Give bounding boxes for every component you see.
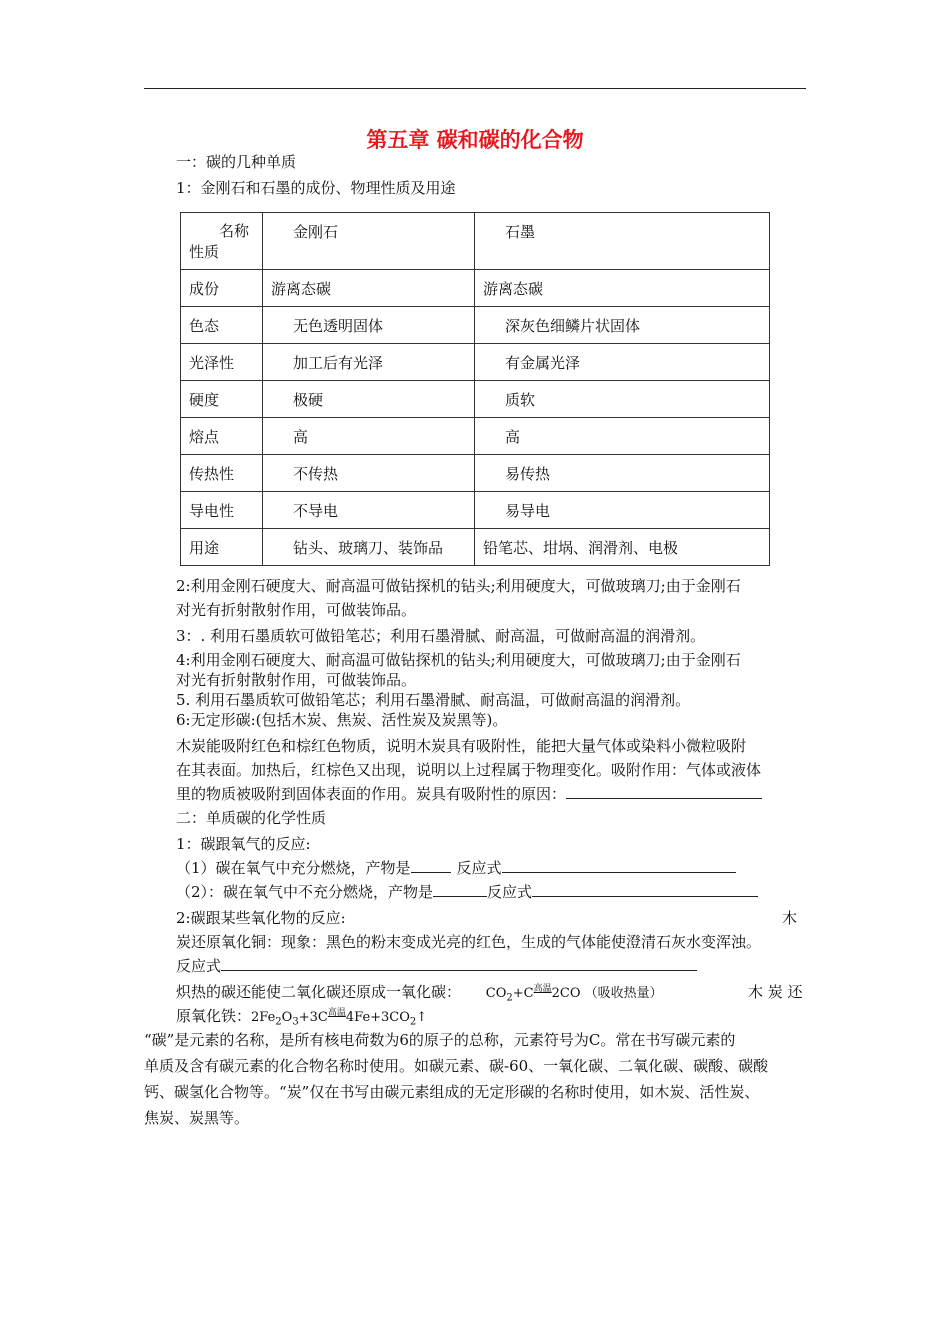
answer-blank — [502, 858, 736, 873]
note-line-1: “碳”是元素的名称，是所有核电荷数为6的原子的总称，元素符号为C。常在书写碳元素的 — [144, 1031, 736, 1049]
table-row — [181, 529, 770, 566]
table-row — [181, 381, 770, 418]
table-row — [181, 270, 770, 307]
copper-oxide-observation: 炭还原氧化铜：现象：黑色的粉末变成光亮的红色，生成的气体能使澄清石灰水变浑浊。 — [176, 933, 762, 951]
paragraph-5: 5. 利用石墨质软可做铅笔芯；利用石墨滑腻、耐高温，可做耐高温的润滑剂。 — [176, 691, 691, 709]
table-row — [181, 492, 770, 529]
diamond-cell: 高 — [263, 418, 475, 455]
question-2-text: （2）：碳在氧气中不充分燃烧，产物是 — [176, 883, 434, 901]
formula-part: CO — [485, 986, 507, 1001]
header-graphite: 石墨 — [475, 213, 770, 270]
fe2o3-equation — [251, 1008, 428, 1028]
condition-high-temp: 高温 — [533, 984, 552, 994]
diamond-cell: 不传热 — [263, 455, 475, 492]
paragraph-7-text: 里的物质被吸附到固体表面的作用。炭具有吸附性的原因： — [176, 785, 567, 803]
question-2-label: 反应式 — [487, 883, 533, 901]
answer-blank — [411, 858, 451, 873]
paragraph-2-line-2: 对光有折射散射作用，可做装饰品。 — [176, 601, 417, 619]
subsection-2-2-tail: 木 — [782, 909, 798, 927]
graphite-cell: 有金属光泽 — [475, 344, 770, 381]
formula-part: O — [281, 1010, 293, 1025]
diamond-cell: 极硬 — [263, 381, 475, 418]
answer-blank — [532, 882, 758, 897]
table-row — [181, 418, 770, 455]
subscript: 2 — [506, 992, 513, 1004]
subsection-1: 1：金刚石和石墨的成份、物理性质及用途 — [176, 179, 456, 197]
graphite-cell: 易导电 — [475, 492, 770, 529]
paragraph-4-line-1: 4:利用金刚石硬度大、耐高温可做钻探机的钻头;利用硬度大，可做玻璃刀;由于金刚石 — [176, 651, 741, 669]
question-1-text: （1）碳在氧气中充分燃烧，产物是 — [176, 859, 411, 877]
header-prop-label: 性质 — [189, 243, 220, 261]
subscript: 2 — [275, 1016, 282, 1028]
iron-oxide-line — [176, 1006, 427, 1033]
paragraph-4-line-2: 对光有折射散射作用，可做装饰品。 — [176, 671, 417, 689]
paragraph-2-line-1: 2:利用金刚石硬度大、耐高温可做钻探机的钻头;利用硬度大，可做玻璃刀;由于金刚石 — [176, 577, 741, 595]
answer-blank — [433, 882, 487, 897]
row-label: 用途 — [181, 529, 263, 566]
graphite-cell: 质软 — [475, 381, 770, 418]
table-row — [181, 307, 770, 344]
iron-oxide-text: 原氧化铁： — [176, 1007, 252, 1025]
row-label: 色态 — [181, 307, 263, 344]
diamond-cell: 加工后有光泽 — [263, 344, 475, 381]
graphite-cell: 易传热 — [475, 455, 770, 492]
row-label: 硬度 — [181, 381, 263, 418]
table-row — [181, 344, 770, 381]
question-2 — [176, 882, 758, 902]
row-label: 熔点 — [181, 418, 263, 455]
co2-equation — [485, 984, 663, 1004]
question-1 — [176, 858, 736, 878]
condition-high-temp: 高温 — [327, 1008, 346, 1018]
paragraph-6: 6:无定形碳:(包括木炭、焦炭、活性炭及炭黑等)。 — [176, 711, 508, 729]
formula-part: 4Fe+3CO — [345, 1010, 410, 1025]
graphite-cell: 高 — [475, 418, 770, 455]
answer-blank — [566, 784, 762, 799]
note-line-2: 单质及含有碳元素的化合物名称时使用。如碳元素、碳-60、一氧化碳、二氧化碳、碳酸、碳酸 — [144, 1057, 769, 1075]
reaction-line — [176, 956, 697, 976]
chapter-title: 第五章 碳和碳的化合物 — [366, 127, 584, 152]
row-label: 传热性 — [181, 455, 263, 492]
subsection-2-1: 1：碳跟氧气的反应: — [176, 835, 311, 853]
diamond-cell: 游离态碳 — [263, 270, 475, 307]
graphite-cell: 铅笔芯、坩埚、润滑剂、电极 — [475, 529, 770, 566]
row-label: 导电性 — [181, 492, 263, 529]
answer-blank — [221, 956, 697, 971]
paragraph-7-line-3 — [176, 784, 762, 804]
section-heading-1: 一：碳的几种单质 — [176, 153, 297, 171]
co2-reduction-text: 炽热的碳还能使二氧化碳还原成一氧化碳： — [176, 983, 462, 1001]
reaction-label: 反应式 — [176, 957, 222, 975]
question-1-label: 反应式 — [456, 859, 502, 877]
table-header-row — [181, 213, 770, 270]
diamond-cell: 无色透明固体 — [263, 307, 475, 344]
diamond-cell: 钻头、玻璃刀、装饰品 — [263, 529, 475, 566]
table-corner-cell — [181, 213, 263, 270]
diamond-cell: 不导电 — [263, 492, 475, 529]
header-name-label: 名称 — [219, 222, 250, 240]
table-row — [181, 455, 770, 492]
co2-reduction-line — [176, 982, 663, 1009]
graphite-cell: 游离态碳 — [475, 270, 770, 307]
graphite-cell: 深灰色细鳞片状固体 — [475, 307, 770, 344]
subscript: 3 — [292, 1016, 299, 1028]
formula-part: 2Fe — [251, 1010, 276, 1025]
formula-part: 2CO （吸收热量） — [551, 986, 663, 1001]
header-rule — [144, 88, 806, 89]
row-label: 光泽性 — [181, 344, 263, 381]
header-diamond: 金刚石 — [263, 213, 475, 270]
paragraph-7-line-1: 木炭能吸附红色和棕红色物质，说明木炭具有吸附性，能把大量气体或染料小微粒吸附 — [176, 737, 747, 755]
iron-oxide-intro: 木 炭 还 — [748, 983, 803, 1001]
formula-part: +C — [512, 986, 534, 1001]
subscript: 2 — [409, 1016, 417, 1028]
note-line-4: 焦炭、炭黑等。 — [144, 1109, 250, 1127]
subsection-2-2: 2:碳跟某些氧化物的反应: — [176, 909, 346, 927]
paragraph-7-line-2: 在其表面。加热后，红棕色又出现，说明以上过程属于物理变化。吸附作用：气体或液体 — [176, 761, 762, 779]
row-label: 成份 — [181, 270, 263, 307]
section-heading-2: 二：单质碳的化学性质 — [176, 809, 327, 827]
formula-part: +3C — [298, 1010, 328, 1025]
gas-arrow: ↑ — [416, 1010, 428, 1025]
note-line-3: 钙、碳氢化合物等。“炭”仅在书写由碳元素组成的无定形碳的名称时使用，如木炭、活性炭、 — [144, 1083, 760, 1101]
properties-table — [180, 212, 770, 566]
paragraph-3: 3：. 利用石墨质软可做铅笔芯；利用石墨滑腻、耐高温，可做耐高温的润滑剂。 — [176, 627, 706, 645]
